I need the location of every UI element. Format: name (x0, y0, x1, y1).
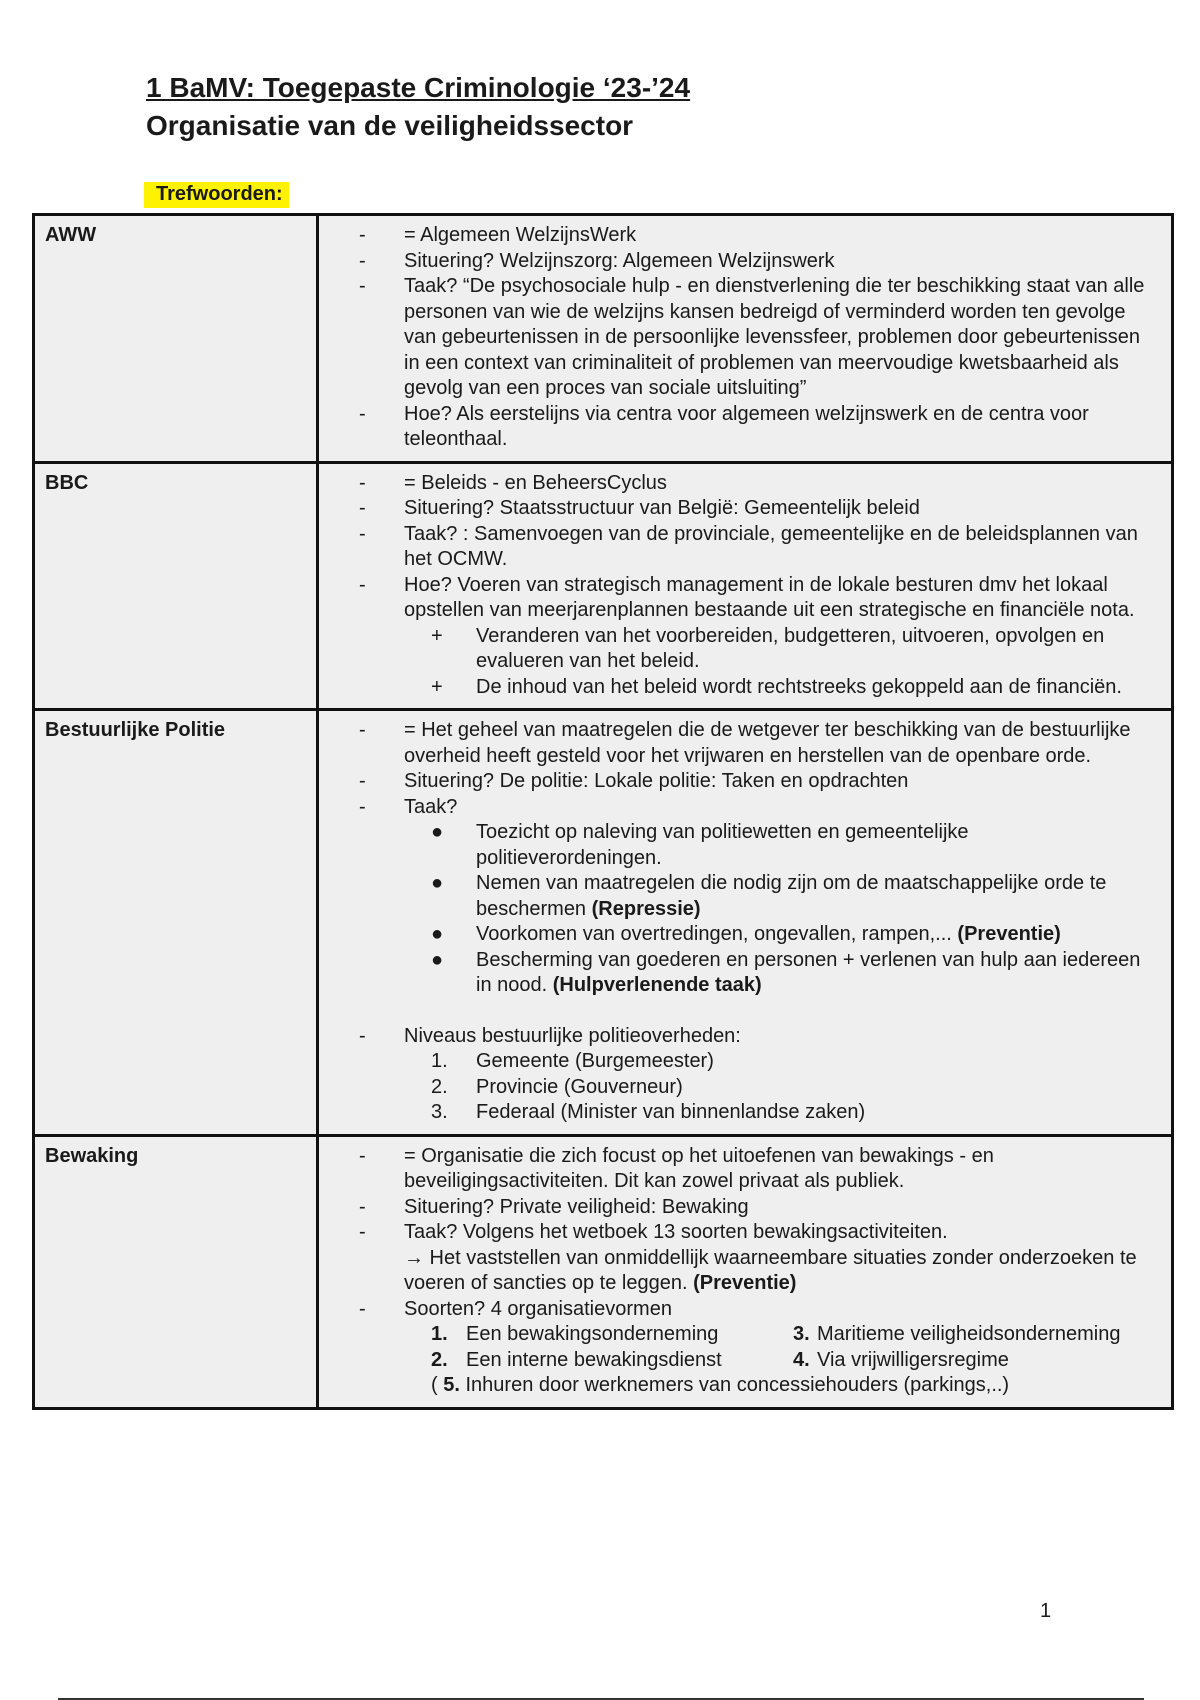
soorten-row (359, 1348, 1159, 1374)
table-row-bewaking (34, 1135, 1173, 1408)
dash-bullet: - (359, 795, 366, 818)
dash-bullet: - (359, 224, 366, 246)
dash-bullet: - (359, 275, 366, 297)
task-item: ● Voorkomen van overtredingen, ongevallen, rampen,... (Preventie) (359, 922, 1159, 948)
table-row-bbc (34, 462, 1173, 710)
list-item: - Situering? Welzijnszorg: Algemeen Welzijnswerk (359, 249, 1159, 275)
soort-item: 1. Een bewakingsonderneming (431, 1323, 719, 1345)
list-item: - Hoe? Voeren van strategisch management in de lokale besturen dmv het lokaal opstellen van meerjarenplannen bestaande uit een strategische en financiële nota. (359, 573, 1135, 621)
level-item: 3. Federaal (Minister van binnenlandse zaken) (431, 1101, 866, 1123)
spacer (359, 999, 1159, 1024)
dash-bullet: - (359, 1024, 366, 1047)
dash-bullet: - (359, 471, 366, 494)
list-item: - Soorten? 4 organisatievormen (359, 1297, 1159, 1323)
term-aww: AWW (34, 215, 318, 463)
dash-bullet: - (359, 1221, 366, 1243)
dash-bullet: - (359, 573, 366, 596)
definition-aww (318, 215, 1173, 463)
dash-bullet: - (359, 402, 366, 425)
dash-bullet: - (359, 522, 366, 545)
dash-bullet: - (359, 1195, 366, 1218)
definition-bestuurlijke-politie (318, 710, 1173, 1136)
dot-bullet-icon: ● (431, 872, 444, 894)
soorten-row (359, 1322, 1159, 1348)
plus-bullet-icon: + (431, 675, 443, 698)
sub-list-item: + Veranderen van het voorbereiden, budgetteren, uitvoeren, opvolgen en evalueren van het beleid. (431, 624, 1105, 672)
list-item: - Taak? : Samenvoegen van de provinciale, gemeentelijke en de beleidsplannen van het OCMW. (359, 522, 1138, 570)
glossary-table (32, 213, 1174, 1410)
keywords-label: Trefwoorden: (144, 182, 289, 208)
dash-bullet: - (359, 719, 366, 741)
task-item: ● Bescherming van goederen en personen + verlenen van hulp aan iedereen in nood. (Hulpverlenende taak) (431, 948, 1141, 996)
task-item: ● Toezicht op naleving van politiewetten en gemeentelijke politieverordeningen. (431, 821, 969, 869)
dot-bullet-icon: ● (431, 948, 444, 971)
dash-bullet: - (359, 1144, 366, 1167)
soort-item: 3. Maritieme veiligheidsonderneming (793, 1323, 1121, 1345)
document-title: 1 BaMV: Toegepaste Criminologie ‘23-’24 (146, 72, 691, 103)
dash-bullet: - (359, 497, 366, 519)
list-item: - Taak? Volgens het wetboek 13 soorten bewakingsactiviteiten. → Het vaststellen van onmiddellijk waarneembare situaties zonder onderzoeken te voeren of sancties op te leggen. (Preventie) (359, 1221, 1137, 1294)
list-item: - Situering? Staatsstructuur van België: Gemeentelijk beleid (359, 496, 1159, 522)
document-subtitle: Organisatie van de veiligheidssector (146, 110, 634, 141)
list-item: - = Organisatie die zich focust op het uitoefenen van bewakings - en beveiligingsactiviteiten. Dit kan zowel privaat als publiek. (359, 1144, 994, 1192)
list-item: - = Het geheel van maatregelen die de wetgever ter beschikking van de bestuurlijke overheid heeft gesteld voor het vrijwaren en herstellen van de openbare orde. (359, 719, 1131, 767)
list-item: - Niveaus bestuurlijke politieoverheden: (359, 1024, 1159, 1050)
level-item: 1. Gemeente (Burgemeester) (431, 1050, 714, 1072)
list-item: - = Beleids - en BeheersCyclus (359, 471, 1159, 497)
term-bewaking: Bewaking (34, 1135, 318, 1408)
page-number: 1 (1040, 1600, 1052, 1622)
soort-item: 2. Een interne bewakingsdienst (431, 1348, 722, 1371)
dash-bullet: - (359, 249, 366, 272)
term-bestuurlijke-politie: Bestuurlijke Politie (34, 710, 318, 1136)
sub-list-item: + De inhoud van het beleid wordt rechtstreeks gekoppeld aan de financiën. (359, 675, 1159, 701)
dot-bullet-icon: ● (431, 821, 444, 843)
soort-item: 4. Via vrijwilligersregime (793, 1348, 1009, 1371)
extra-note: ( 5. Inhuren door werknemers van concessiehouders (parkings,..) (431, 1374, 1010, 1396)
dot-bullet-icon: ● (431, 923, 444, 945)
task-item: ● Nemen van maatregelen die nodig zijn om de maatschappelijke orde te beschermen (Repressie) (431, 872, 1107, 920)
plus-bullet-icon: + (431, 624, 443, 647)
definition-bbc (318, 462, 1173, 710)
dash-bullet: - (359, 1297, 366, 1320)
term-bbc: BBC (34, 462, 318, 710)
list-item: - Situering? De politie: Lokale politie: Taken en opdrachten (359, 769, 1159, 795)
level-item: 2. Provincie (Gouverneur) (431, 1075, 683, 1098)
dash-bullet: - (359, 770, 366, 792)
list-item: - Taak? (359, 795, 1159, 821)
table-row-bestuurlijke-politie (34, 710, 1173, 1136)
table-row-aww (34, 215, 1173, 463)
arrow-note: → Het vaststellen van onmiddellijk waarneembare situaties zonder onderzoeken te voeren of sancties op te leggen. (404, 1246, 1137, 1294)
list-item: - = Algemeen WelzijnsWerk (359, 223, 1159, 249)
list-item: - Hoe? Als eerstelijns via centra voor algemeen welzijnswerk en de centra voor teleonthaal. (359, 402, 1089, 450)
definition-bewaking (318, 1135, 1173, 1408)
list-item: - Situering? Private veiligheid: Bewaking (359, 1195, 1159, 1221)
list-item: - Taak? “De psychosociale hulp - en dienstverlening die ter beschikking staat van alle personen van wie de welzijns kansen bedreigd of verminderd worden ten gevolge van gebeurtenissen in de persoonlijke levenssfeer, problemen door gebeurtenissen in een context van criminaliteit of problemen van meervoudige kwetsbaarheid als gevolg van een proces van sociale uitsluiting” (359, 275, 1145, 399)
